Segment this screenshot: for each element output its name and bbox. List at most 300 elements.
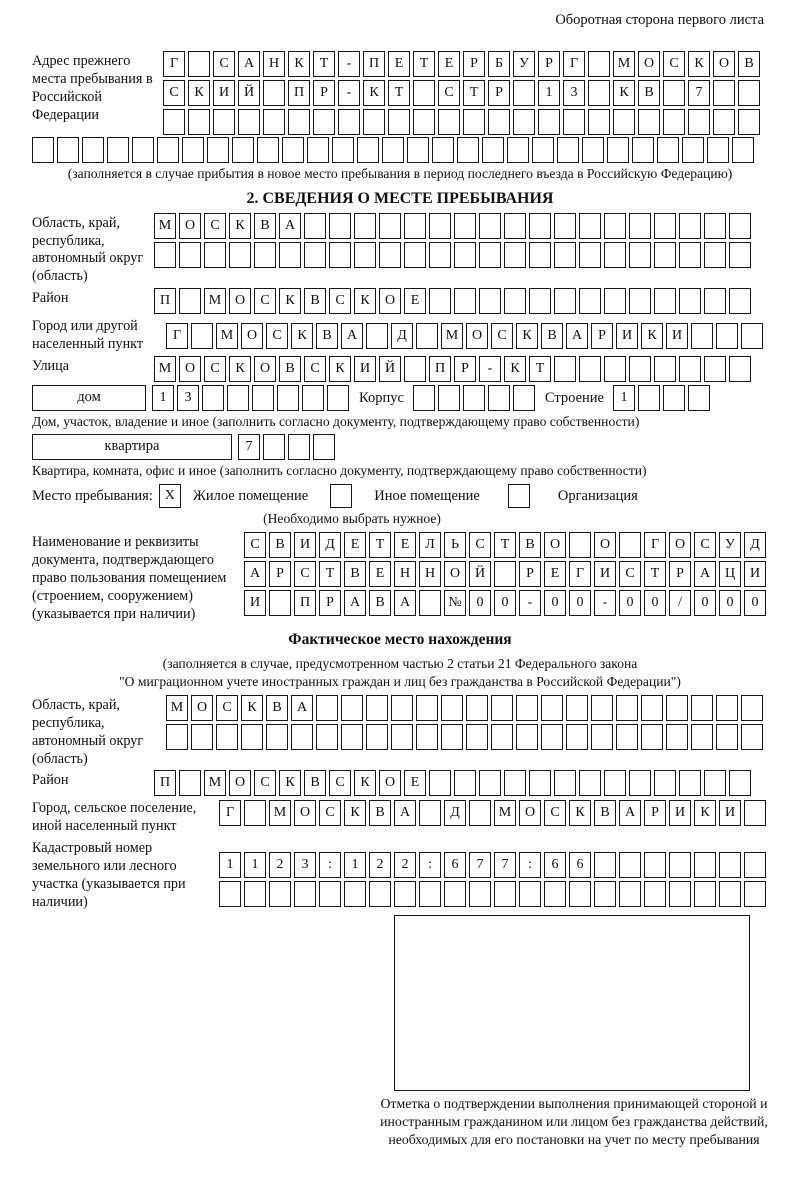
char-box bbox=[204, 242, 226, 268]
char-box bbox=[157, 137, 179, 163]
char-row bbox=[163, 80, 763, 106]
char-box: 3 bbox=[294, 852, 316, 878]
char-box bbox=[719, 881, 741, 907]
char-box bbox=[616, 724, 638, 750]
cadastre-label: Кадастровый номер земельного или лесного участка (указывается при наличии) bbox=[32, 840, 186, 910]
char-box bbox=[504, 242, 526, 268]
char-box: 2 bbox=[369, 852, 391, 878]
char-box: Т bbox=[529, 356, 551, 382]
char-box bbox=[663, 80, 685, 106]
char-box bbox=[238, 109, 260, 135]
char-box bbox=[607, 137, 629, 163]
char-box: М bbox=[441, 323, 463, 349]
char-box bbox=[494, 881, 516, 907]
char-box: С bbox=[469, 532, 491, 558]
char-box bbox=[694, 852, 716, 878]
char-box: О bbox=[713, 51, 735, 77]
char-box: Р bbox=[319, 590, 341, 616]
prev-address-field bbox=[32, 51, 768, 135]
char-box: Й bbox=[379, 356, 401, 382]
char-box bbox=[588, 80, 610, 106]
char-box bbox=[654, 770, 676, 796]
char-box bbox=[491, 695, 513, 721]
char-box bbox=[691, 695, 713, 721]
confirmation-mark-caption: Отметка о подтверждении выполнения принимающей стороной и иностранным гражданином или лицом без гражданства действий, необходимых для его постановки на учет по месту пребывания bbox=[380, 1095, 768, 1148]
char-box bbox=[729, 242, 751, 268]
char-box: 0 bbox=[544, 590, 566, 616]
char-box bbox=[329, 242, 351, 268]
char-box: О bbox=[594, 532, 616, 558]
char-box: О bbox=[444, 561, 466, 587]
char-box bbox=[679, 356, 701, 382]
char-box: К bbox=[229, 356, 251, 382]
char-box: 1 bbox=[219, 852, 241, 878]
char-box bbox=[716, 323, 738, 349]
char-box bbox=[732, 137, 754, 163]
char-box: О bbox=[638, 51, 660, 77]
char-box bbox=[154, 242, 176, 268]
char-box bbox=[319, 881, 341, 907]
char-box bbox=[741, 323, 763, 349]
char-box: С bbox=[438, 80, 460, 106]
char-box bbox=[369, 881, 391, 907]
char-box bbox=[588, 51, 610, 77]
char-box bbox=[479, 242, 501, 268]
char-box: А bbox=[341, 323, 363, 349]
document-label: Наименование и реквизиты документа, подтверждающего право пользования помещением (строением, сооружением) (указывается при наличии) bbox=[32, 534, 227, 622]
char-box bbox=[469, 800, 491, 826]
char-box: И bbox=[669, 800, 691, 826]
char-box bbox=[632, 137, 654, 163]
char-box bbox=[529, 242, 551, 268]
char-box bbox=[682, 137, 704, 163]
char-row bbox=[166, 724, 766, 750]
char-box bbox=[269, 590, 291, 616]
char-box bbox=[288, 109, 310, 135]
char-box: С bbox=[294, 561, 316, 587]
stay-type-label: Место пребывания: bbox=[32, 487, 153, 504]
char-box: М bbox=[154, 356, 176, 382]
char-box: А bbox=[344, 590, 366, 616]
char-box bbox=[657, 137, 679, 163]
prev-address-grid bbox=[163, 51, 763, 135]
char-box bbox=[282, 137, 304, 163]
district-field bbox=[32, 288, 768, 314]
char-box: 0 bbox=[744, 590, 766, 616]
char-box bbox=[588, 109, 610, 135]
char-box bbox=[429, 242, 451, 268]
char-box bbox=[491, 724, 513, 750]
char-box: 1 bbox=[244, 852, 266, 878]
char-box: С bbox=[329, 770, 351, 796]
char-row bbox=[244, 561, 769, 587]
char-box bbox=[616, 695, 638, 721]
char-box: М bbox=[494, 800, 516, 826]
char-box: С bbox=[266, 323, 288, 349]
char-box: 0 bbox=[494, 590, 516, 616]
char-box bbox=[579, 356, 601, 382]
factual-region-grid bbox=[166, 695, 766, 750]
char-box: Т bbox=[463, 80, 485, 106]
char-box: М bbox=[613, 51, 635, 77]
char-box: Р bbox=[644, 800, 666, 826]
char-box: М bbox=[269, 800, 291, 826]
char-row bbox=[166, 695, 766, 721]
factual-region-field bbox=[32, 695, 768, 769]
char-box: 7 bbox=[469, 852, 491, 878]
char-box bbox=[444, 881, 466, 907]
char-box bbox=[704, 213, 726, 239]
char-box bbox=[191, 724, 213, 750]
char-box: К bbox=[641, 323, 663, 349]
char-box: К bbox=[504, 356, 526, 382]
char-box bbox=[516, 695, 538, 721]
char-box bbox=[419, 881, 441, 907]
char-box bbox=[479, 288, 501, 314]
char-box: В bbox=[638, 80, 660, 106]
char-box: Е bbox=[544, 561, 566, 587]
char-box: С bbox=[244, 532, 266, 558]
char-box bbox=[591, 695, 613, 721]
char-box: И bbox=[213, 80, 235, 106]
char-box: В bbox=[594, 800, 616, 826]
char-box bbox=[488, 109, 510, 135]
char-box: 6 bbox=[544, 852, 566, 878]
char-box bbox=[57, 137, 79, 163]
char-box: С bbox=[216, 695, 238, 721]
char-box bbox=[341, 724, 363, 750]
char-box bbox=[404, 356, 426, 382]
char-box bbox=[257, 137, 279, 163]
char-box: К bbox=[229, 213, 251, 239]
char-box bbox=[654, 288, 676, 314]
char-box bbox=[413, 80, 435, 106]
char-box bbox=[132, 137, 154, 163]
char-box: - bbox=[479, 356, 501, 382]
char-box bbox=[629, 242, 651, 268]
char-box bbox=[82, 137, 104, 163]
char-box bbox=[179, 770, 201, 796]
document-field bbox=[32, 532, 768, 623]
char-box: 0 bbox=[719, 590, 741, 616]
char-box: Е bbox=[404, 288, 426, 314]
char-box: С bbox=[213, 51, 235, 77]
char-box: К bbox=[363, 80, 385, 106]
char-box bbox=[332, 137, 354, 163]
char-box: П bbox=[154, 288, 176, 314]
char-box bbox=[729, 213, 751, 239]
char-box bbox=[516, 724, 538, 750]
char-box bbox=[479, 770, 501, 796]
char-box bbox=[669, 881, 691, 907]
char-box: К bbox=[329, 356, 351, 382]
char-box: В bbox=[269, 532, 291, 558]
char-box: Т bbox=[319, 561, 341, 587]
char-box bbox=[744, 881, 766, 907]
char-box bbox=[591, 724, 613, 750]
char-box bbox=[704, 242, 726, 268]
char-box: О bbox=[544, 532, 566, 558]
char-box bbox=[441, 724, 463, 750]
char-box bbox=[366, 724, 388, 750]
char-box: С bbox=[329, 288, 351, 314]
char-box bbox=[263, 109, 285, 135]
region-grid bbox=[154, 213, 754, 268]
cadastre-grid bbox=[219, 852, 769, 907]
char-box: 7 bbox=[688, 80, 710, 106]
char-box: О bbox=[519, 800, 541, 826]
char-box: В bbox=[369, 800, 391, 826]
char-box: П bbox=[154, 770, 176, 796]
char-box bbox=[416, 695, 438, 721]
char-box: Р bbox=[669, 561, 691, 587]
char-box: А bbox=[394, 800, 416, 826]
char-box bbox=[679, 213, 701, 239]
char-box bbox=[554, 242, 576, 268]
char-box: В bbox=[738, 51, 760, 77]
char-box bbox=[569, 532, 591, 558]
char-box: 6 bbox=[569, 852, 591, 878]
char-box bbox=[663, 385, 685, 411]
char-box bbox=[688, 109, 710, 135]
char-box bbox=[429, 288, 451, 314]
char-box bbox=[741, 695, 763, 721]
char-box bbox=[544, 881, 566, 907]
char-box bbox=[438, 385, 460, 411]
char-box: Н bbox=[394, 561, 416, 587]
char-box: О bbox=[379, 288, 401, 314]
char-box bbox=[541, 695, 563, 721]
char-box: К bbox=[354, 770, 376, 796]
char-box bbox=[363, 109, 385, 135]
char-row bbox=[219, 852, 769, 878]
char-box: И bbox=[666, 323, 688, 349]
prev-address-full-row bbox=[32, 137, 768, 163]
char-box bbox=[654, 213, 676, 239]
house-box-label: дом bbox=[32, 385, 146, 411]
char-box bbox=[629, 288, 651, 314]
factual-city-label: Город, сельское поселение, иной населенный пункт bbox=[32, 800, 197, 835]
char-box: 2 bbox=[269, 852, 291, 878]
char-box bbox=[329, 213, 351, 239]
char-box: : bbox=[519, 852, 541, 878]
prev-address-label: Адрес прежнего места пребывания в Российской Федерации bbox=[32, 53, 153, 123]
char-box: Т bbox=[388, 80, 410, 106]
char-box: В bbox=[304, 288, 326, 314]
char-box: Г bbox=[569, 561, 591, 587]
char-box bbox=[413, 385, 435, 411]
char-box: П bbox=[429, 356, 451, 382]
char-box bbox=[638, 109, 660, 135]
char-box bbox=[416, 724, 438, 750]
char-box bbox=[713, 109, 735, 135]
stay-option-label-residential: Жилое помещение bbox=[192, 487, 309, 504]
char-box bbox=[529, 288, 551, 314]
char-box: : bbox=[419, 852, 441, 878]
char-box bbox=[338, 109, 360, 135]
char-box: Р bbox=[538, 51, 560, 77]
char-box: - bbox=[338, 51, 360, 77]
char-box bbox=[629, 213, 651, 239]
char-row bbox=[154, 242, 754, 268]
char-box: 7 bbox=[238, 434, 260, 460]
char-box bbox=[244, 881, 266, 907]
char-box: К bbox=[569, 800, 591, 826]
document-grid bbox=[244, 532, 769, 616]
char-box bbox=[304, 213, 326, 239]
char-box: О bbox=[466, 323, 488, 349]
char-box: Н bbox=[263, 51, 285, 77]
char-box bbox=[252, 385, 274, 411]
char-box: - bbox=[594, 590, 616, 616]
char-box bbox=[554, 288, 576, 314]
city-field bbox=[32, 316, 768, 354]
char-box bbox=[504, 213, 526, 239]
char-box bbox=[738, 109, 760, 135]
char-box bbox=[463, 385, 485, 411]
char-box: К bbox=[279, 288, 301, 314]
char-box bbox=[629, 770, 651, 796]
char-box: И bbox=[594, 561, 616, 587]
char-row bbox=[154, 213, 754, 239]
char-box: 0 bbox=[469, 590, 491, 616]
char-box bbox=[266, 724, 288, 750]
char-box: У bbox=[719, 532, 741, 558]
char-box bbox=[479, 213, 501, 239]
char-box bbox=[644, 881, 666, 907]
char-box bbox=[691, 724, 713, 750]
char-box: А bbox=[244, 561, 266, 587]
char-box bbox=[391, 724, 413, 750]
char-box: С bbox=[694, 532, 716, 558]
char-box bbox=[488, 385, 510, 411]
char-box: 0 bbox=[644, 590, 666, 616]
char-box: О bbox=[241, 323, 263, 349]
char-box: Д bbox=[319, 532, 341, 558]
char-box bbox=[188, 109, 210, 135]
char-box: В bbox=[304, 770, 326, 796]
char-box bbox=[513, 80, 535, 106]
char-row bbox=[154, 288, 754, 314]
cadastre-field bbox=[32, 838, 768, 912]
char-box bbox=[604, 770, 626, 796]
char-box bbox=[654, 242, 676, 268]
char-box: 0 bbox=[569, 590, 591, 616]
prev-address-caption: (заполняется в случае прибытия в новое место пребывания в период последнего въезда в Российскую Федерацию) bbox=[67, 166, 733, 181]
char-box bbox=[604, 356, 626, 382]
char-box: К bbox=[288, 51, 310, 77]
char-box bbox=[232, 137, 254, 163]
char-box: И bbox=[616, 323, 638, 349]
char-box bbox=[563, 109, 585, 135]
page-header-note: Оборотная сторона первого листа bbox=[555, 12, 764, 28]
char-box bbox=[554, 356, 576, 382]
char-box: 3 bbox=[177, 385, 199, 411]
char-box: Р bbox=[591, 323, 613, 349]
char-box: Р bbox=[488, 80, 510, 106]
char-box bbox=[716, 695, 738, 721]
stay-option-checkbox-residential: X bbox=[159, 484, 181, 508]
char-box: Р bbox=[313, 80, 335, 106]
char-box: К bbox=[344, 800, 366, 826]
char-box bbox=[404, 242, 426, 268]
char-box: В bbox=[344, 561, 366, 587]
char-box: Л bbox=[419, 532, 441, 558]
char-box bbox=[429, 213, 451, 239]
char-box: В bbox=[254, 213, 276, 239]
char-box: В bbox=[279, 356, 301, 382]
char-row bbox=[154, 356, 754, 382]
factual-district-label: Район bbox=[32, 772, 69, 789]
char-box bbox=[604, 242, 626, 268]
korpus-label: Корпус bbox=[359, 390, 404, 407]
street-label: Улица bbox=[32, 358, 70, 375]
char-box bbox=[107, 137, 129, 163]
char-box: М bbox=[216, 323, 238, 349]
char-box bbox=[541, 724, 563, 750]
char-box bbox=[729, 770, 751, 796]
char-box bbox=[254, 242, 276, 268]
char-box: Р bbox=[519, 561, 541, 587]
char-box bbox=[469, 881, 491, 907]
char-box: Е bbox=[344, 532, 366, 558]
char-box bbox=[404, 213, 426, 239]
char-box bbox=[413, 109, 435, 135]
char-box bbox=[644, 852, 666, 878]
factual-title: Фактическое место нахождения bbox=[288, 631, 512, 649]
char-box: В bbox=[369, 590, 391, 616]
char-box bbox=[438, 109, 460, 135]
char-box bbox=[619, 532, 641, 558]
char-box: П bbox=[288, 80, 310, 106]
char-box bbox=[357, 137, 379, 163]
char-box: - bbox=[338, 80, 360, 106]
char-box: У bbox=[513, 51, 535, 77]
char-box: К bbox=[241, 695, 263, 721]
char-box bbox=[744, 800, 766, 826]
char-box bbox=[582, 137, 604, 163]
char-box bbox=[744, 852, 766, 878]
char-box: К bbox=[694, 800, 716, 826]
char-box bbox=[354, 242, 376, 268]
char-box bbox=[419, 800, 441, 826]
char-box: О bbox=[179, 213, 201, 239]
char-box: 1 bbox=[344, 852, 366, 878]
char-row bbox=[244, 590, 769, 616]
stay-option-label-other: Иное помещение bbox=[374, 487, 480, 504]
char-box: Т bbox=[644, 561, 666, 587]
char-box: Е bbox=[438, 51, 460, 77]
char-box bbox=[244, 800, 266, 826]
char-box: К bbox=[516, 323, 538, 349]
char-box: 0 bbox=[694, 590, 716, 616]
char-box: А bbox=[394, 590, 416, 616]
char-box bbox=[366, 695, 388, 721]
char-box: П bbox=[294, 590, 316, 616]
char-box bbox=[241, 724, 263, 750]
char-box bbox=[354, 213, 376, 239]
char-box bbox=[416, 323, 438, 349]
street-field bbox=[32, 356, 768, 382]
char-box bbox=[219, 881, 241, 907]
char-box: Д bbox=[391, 323, 413, 349]
factual-city-field bbox=[32, 798, 768, 836]
city-label: Город или другой населенный пункт bbox=[32, 318, 144, 353]
char-box: О bbox=[229, 288, 251, 314]
char-box: И bbox=[719, 800, 741, 826]
char-box bbox=[519, 881, 541, 907]
char-box bbox=[263, 434, 285, 460]
